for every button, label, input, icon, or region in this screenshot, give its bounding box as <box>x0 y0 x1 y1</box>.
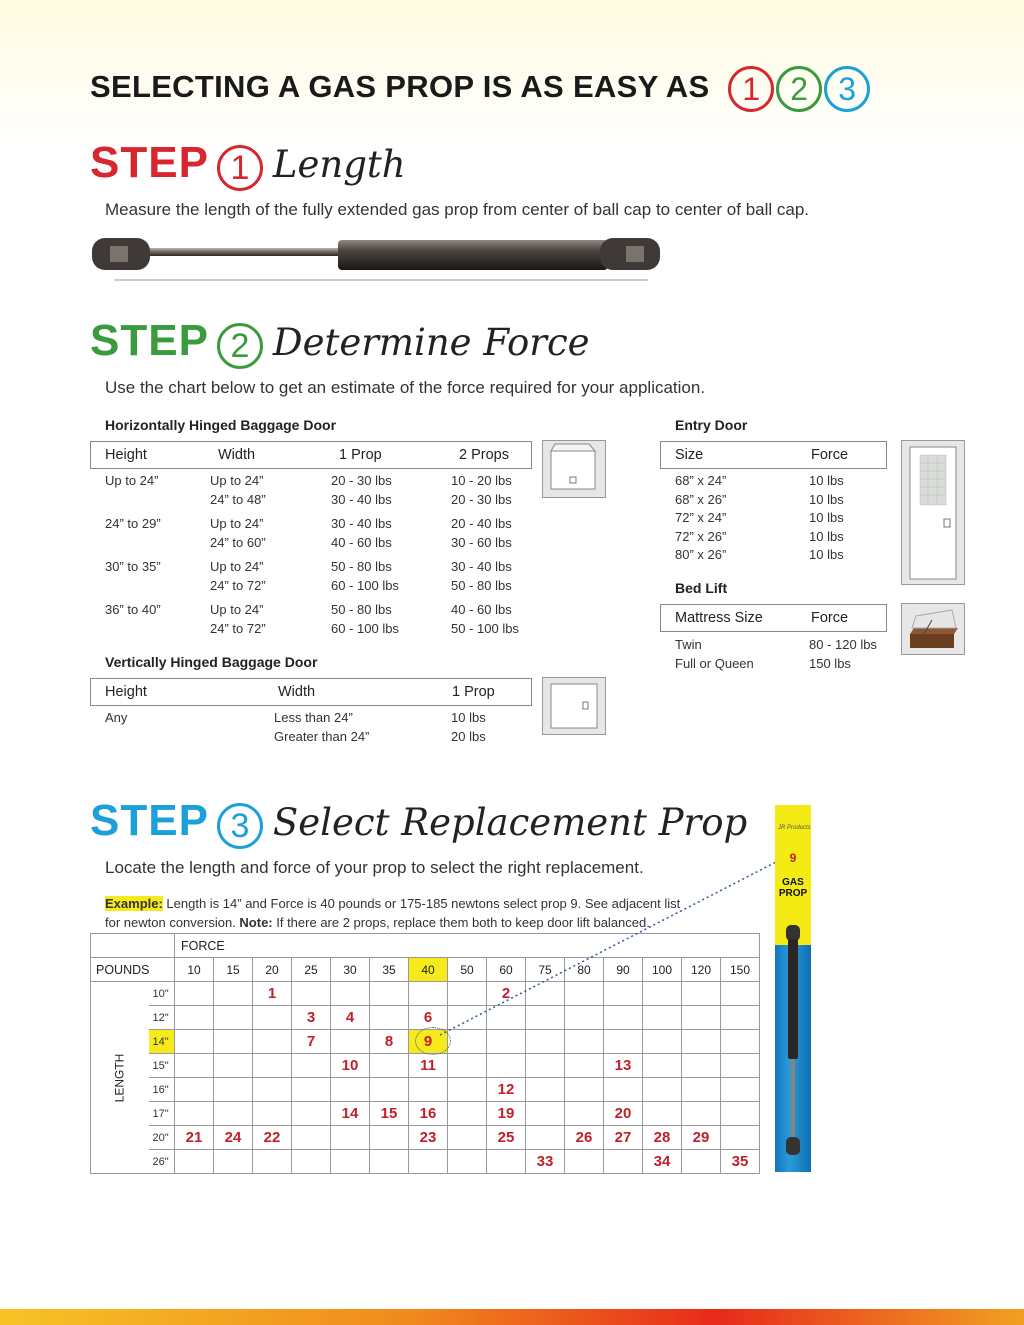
prop-number-cell <box>175 1102 214 1126</box>
prop-number-cell <box>175 1150 214 1174</box>
prop-number-cell <box>331 1126 370 1150</box>
prop-number-cell: 1 <box>253 982 292 1006</box>
prop-number-cell: 2 <box>487 982 526 1006</box>
prop-number-cell <box>682 1078 721 1102</box>
prop-number-cell <box>370 1078 409 1102</box>
bed-size: Twin <box>675 637 702 652</box>
force-column-header: 10 <box>175 958 214 982</box>
package-label: GAS PROP <box>778 877 808 899</box>
footer-color-bar <box>0 1309 1024 1325</box>
entry-header: Size Force <box>660 441 887 469</box>
vertical-door-title: Vertically Hinged Baggage Door <box>105 654 318 670</box>
prop-number-cell <box>214 1054 253 1078</box>
prop-number-cell <box>721 1078 760 1102</box>
table-row <box>91 1102 760 1126</box>
prop-number-cell <box>253 1054 292 1078</box>
prop-number-cell <box>448 1102 487 1126</box>
prop-number-cell: 25 <box>487 1126 526 1150</box>
prop-number-cell: 6 <box>409 1006 448 1030</box>
bed-lift-title: Bed Lift <box>675 580 728 596</box>
prop-number-cell: 19 <box>487 1102 526 1126</box>
prop-number-cell <box>643 1054 682 1078</box>
prop-number-cell: 15 <box>370 1102 409 1126</box>
prop-number-cell <box>175 1054 214 1078</box>
prop-number-cell <box>331 982 370 1006</box>
length-row-header: 15" <box>149 1054 175 1078</box>
prop-number-cell: 12 <box>487 1078 526 1102</box>
prop-number-cell: 34 <box>643 1150 682 1174</box>
step1-heading: STEP 1 Length <box>90 138 406 196</box>
prop-number-cell: 7 <box>292 1030 331 1054</box>
step2-heading: STEP 2 Determine Force <box>90 316 590 374</box>
prop-number-cell <box>214 1102 253 1126</box>
prop-number-cell: 29 <box>682 1126 721 1150</box>
length-axis-label: LENGTH <box>91 982 149 1174</box>
prop-number-cell: 4 <box>331 1006 370 1030</box>
note-label: Note: <box>239 915 273 930</box>
title-number-1: 1 <box>728 66 774 112</box>
entry-force: 10 lbs <box>809 492 844 507</box>
prop-number-cell: 16 <box>409 1102 448 1126</box>
prop-number-cell <box>409 1078 448 1102</box>
prop-number-cell <box>448 1078 487 1102</box>
prop-number-cell: 22 <box>253 1126 292 1150</box>
step2-description: Use the chart below to get an estimate of the force required for your application. <box>105 378 706 397</box>
selected-prop-marker: 9 <box>424 1033 432 1050</box>
table-row <box>91 1054 760 1078</box>
prop-number-cell <box>565 1102 604 1126</box>
prop-number-cell <box>721 1102 760 1126</box>
prop-number-cell <box>565 1078 604 1102</box>
force-column-header: 60 <box>487 958 526 982</box>
prop-number-cell <box>370 1006 409 1030</box>
prop-number-cell: 14 <box>331 1102 370 1126</box>
prop-number-cell <box>370 1126 409 1150</box>
prop-number-cell <box>292 1126 331 1150</box>
prop-number-cell <box>565 1150 604 1174</box>
prop-number-cell <box>682 1150 721 1174</box>
prop-number-cell <box>292 1078 331 1102</box>
step1-description: Measure the length of the fully extended gas prop from center of ball cap to center of ball cap. <box>105 200 810 219</box>
prop-number-cell: 27 <box>604 1126 643 1150</box>
prop-number-cell <box>448 1054 487 1078</box>
prop-number-cell <box>331 1078 370 1102</box>
length-row-header: 16" <box>149 1078 175 1102</box>
length-row-header: 10" <box>149 982 175 1006</box>
prop-number-cell: 33 <box>526 1150 565 1174</box>
prop-number-cell: 24 <box>214 1126 253 1150</box>
gas-prop-image <box>88 234 664 284</box>
prop-number-cell: 35 <box>721 1150 760 1174</box>
prop-number-cell: 23 <box>409 1126 448 1150</box>
horizontal-door-image <box>542 440 606 498</box>
vertical-header: Height Width 1 Prop <box>90 678 532 706</box>
vertical-force: 10 lbs <box>451 710 486 725</box>
step3-description: Locate the length and force of your prop to select the right replacement. <box>105 858 644 877</box>
prop-number-cell <box>214 1078 253 1102</box>
connector-line <box>430 850 800 1045</box>
entry-force: 10 lbs <box>809 510 844 525</box>
package-brand: JR Products <box>778 825 811 831</box>
prop-number-cell <box>604 1078 643 1102</box>
example-text: Example: Length is 14” and Force is 40 pounds or 175-185 newtons select prop 9. See adjacent list for newton conversion. Note: If there are 2 props, replace them both to keep door lift balanced. <box>105 896 681 930</box>
prop-number-cell <box>409 1150 448 1174</box>
prop-number-cell <box>370 982 409 1006</box>
prop-number-cell <box>526 1054 565 1078</box>
prop-number-cell <box>292 982 331 1006</box>
pounds-header: POUNDS <box>91 958 175 982</box>
prop-number-cell <box>292 1150 331 1174</box>
prop-number-cell: 10 <box>331 1054 370 1078</box>
prop-number-cell: 11 <box>409 1054 448 1078</box>
prop-number-cell <box>604 1150 643 1174</box>
force-column-header: 25 <box>292 958 331 982</box>
bed-lift-header: Mattress Size Force <box>660 604 887 632</box>
prop-number-cell <box>487 1150 526 1174</box>
force-column-header: 35 <box>370 958 409 982</box>
table-row <box>91 1150 760 1174</box>
step2-number: 2 <box>217 323 263 369</box>
prop-number-cell: 26 <box>565 1126 604 1150</box>
force-column-header: 90 <box>604 958 643 982</box>
prop-number-cell <box>331 1150 370 1174</box>
prop-number-cell <box>448 1150 487 1174</box>
horizontal-header: Height Width 1 Prop 2 Props <box>90 441 532 469</box>
prop-number-cell: 13 <box>604 1054 643 1078</box>
length-row-header: 14" <box>149 1030 175 1054</box>
entry-size: 72” x 24” <box>675 510 727 525</box>
vertical-height: Any <box>105 710 128 725</box>
step3-heading: STEP 3 Select Replacement Prop <box>90 796 747 854</box>
prop-number-cell <box>253 1078 292 1102</box>
prop-number-cell: 20 <box>604 1102 643 1126</box>
prop-number-cell <box>175 1006 214 1030</box>
gas-prop-package <box>775 805 811 1172</box>
entry-door-image <box>901 440 965 585</box>
prop-number-cell <box>721 1126 760 1150</box>
prop-number-cell <box>214 982 253 1006</box>
bed-size: Full or Queen <box>675 656 754 671</box>
prop-number-cell <box>253 1006 292 1030</box>
prop-number-cell <box>487 1054 526 1078</box>
page-title: SELECTING A GAS PROP IS AS EASY AS 1 2 3 <box>90 66 870 112</box>
table-row <box>91 1078 760 1102</box>
prop-number-cell: 21 <box>175 1126 214 1150</box>
prop-number-cell <box>448 1126 487 1150</box>
table-row <box>91 1126 760 1150</box>
prop-number-cell <box>175 1030 214 1054</box>
vertical-force: 20 lbs <box>451 729 486 744</box>
prop-number-cell <box>721 1054 760 1078</box>
vertical-width: Less than 24” <box>274 710 353 725</box>
force-column-header: 40 <box>409 958 448 982</box>
force-column-header: 30 <box>331 958 370 982</box>
step3-number: 3 <box>217 803 263 849</box>
entry-size: 68” x 26” <box>675 492 727 507</box>
prop-number-cell <box>526 1078 565 1102</box>
prop-number-cell <box>214 1006 253 1030</box>
prop-number-cell: 8 <box>370 1030 409 1054</box>
title-number-3: 3 <box>824 66 870 112</box>
force-column-header: 120 <box>682 958 721 982</box>
entry-force: 10 lbs <box>809 547 844 562</box>
prop-number-cell <box>526 1102 565 1126</box>
force-column-header: 50 <box>448 958 487 982</box>
prop-number-cell <box>253 1102 292 1126</box>
prop-number-cell: 28 <box>643 1126 682 1150</box>
bed-force: 150 lbs <box>809 656 851 671</box>
prop-number-cell <box>292 1102 331 1126</box>
package-prop-image <box>783 925 803 1167</box>
step1-number: 1 <box>217 145 263 191</box>
vertical-door-image <box>542 677 606 735</box>
prop-number-cell <box>682 1054 721 1078</box>
prop-number-cell <box>214 1150 253 1174</box>
prop-number-cell <box>175 1078 214 1102</box>
prop-number-cell <box>565 1054 604 1078</box>
vertical-width: Greater than 24” <box>274 729 370 744</box>
prop-number-cell <box>370 1150 409 1174</box>
force-column-header: 15 <box>214 958 253 982</box>
prop-number-cell <box>331 1030 370 1054</box>
force-column-header: 150 <box>721 958 760 982</box>
entry-force: 10 lbs <box>809 529 844 544</box>
entry-door-title: Entry Door <box>675 417 748 433</box>
force-column-header: 75 <box>526 958 565 982</box>
prop-number-cell <box>643 1078 682 1102</box>
entry-size: 68” x 24” <box>675 473 727 488</box>
force-header: FORCE <box>175 934 760 958</box>
length-row-header: 12" <box>149 1006 175 1030</box>
force-column-header: 80 <box>565 958 604 982</box>
entry-size: 72” x 26” <box>675 529 727 544</box>
prop-number-cell <box>292 1054 331 1078</box>
prop-number-cell <box>253 1030 292 1054</box>
prop-number-cell <box>175 982 214 1006</box>
prop-number-cell <box>526 1126 565 1150</box>
length-row-header: 20" <box>149 1126 175 1150</box>
title-number-2: 2 <box>776 66 822 112</box>
bed-lift-image <box>901 603 965 655</box>
entry-size: 80” x 26” <box>675 547 727 562</box>
prop-number-cell <box>214 1030 253 1054</box>
prop-number-cell: 3 <box>292 1006 331 1030</box>
length-row-header: 26" <box>149 1150 175 1174</box>
force-column-header: 20 <box>253 958 292 982</box>
example-label: Example: <box>105 896 163 911</box>
prop-number-cell <box>682 1102 721 1126</box>
prop-number-cell <box>370 1054 409 1078</box>
prop-number-cell <box>253 1150 292 1174</box>
entry-force: 10 lbs <box>809 473 844 488</box>
package-number: 9 <box>789 851 797 865</box>
horizontal-door-title: Horizontally Hinged Baggage Door <box>105 417 337 433</box>
length-row-header: 17" <box>149 1102 175 1126</box>
prop-number-cell <box>643 1102 682 1126</box>
bed-force: 80 - 120 lbs <box>809 637 877 652</box>
force-column-header: 100 <box>643 958 682 982</box>
